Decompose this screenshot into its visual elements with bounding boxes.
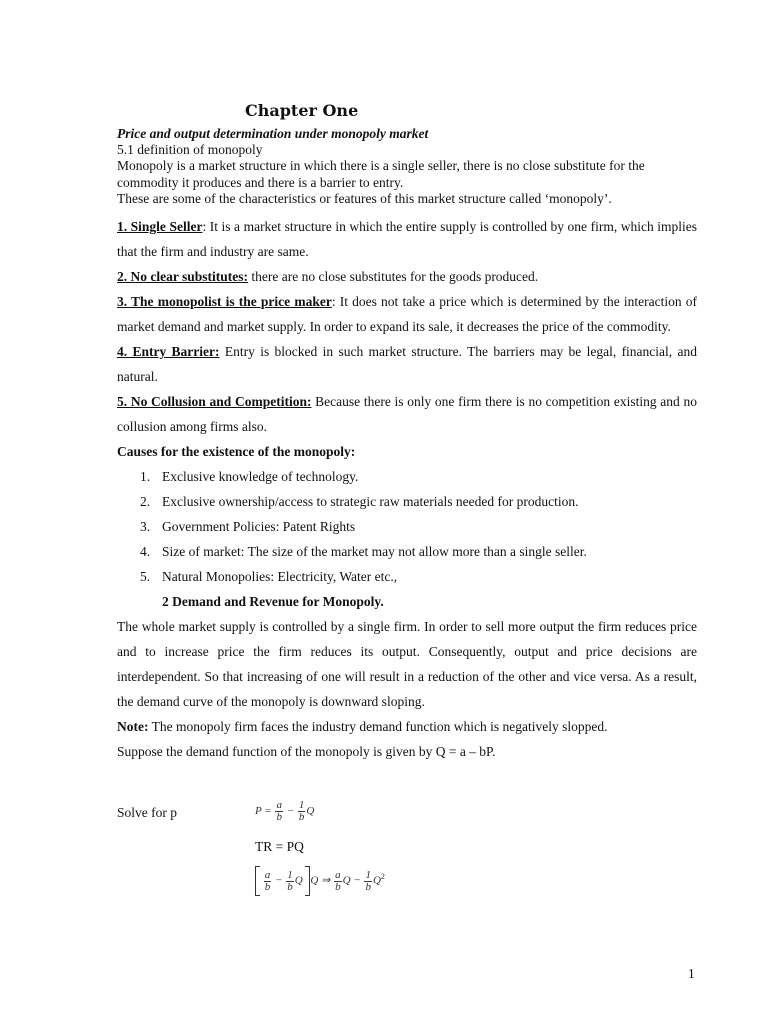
- fraction: $\frac{1}{b}$: [298, 799, 305, 823]
- feature-item: 3. The monopolist is the price maker: It does not take a price which is determined by the interaction of market demand and market supply. In order to expand its sale, it decreases the price of the commodity.: [117, 294, 697, 334]
- chapter-title: Chapter One: [245, 101, 359, 120]
- list-item: 2. Exclusive ownership/access to strategic raw materials needed for production.: [140, 494, 579, 509]
- note-label: Note:: [117, 719, 149, 734]
- feature-text: there are no close substitutes for the goods produced.: [248, 269, 539, 284]
- feature-text: It is a market structure in which the entire supply is controlled by one firm, which implies that the firm and industry are same.: [117, 219, 697, 259]
- solve-label: Solve for p: [117, 805, 177, 820]
- fraction: $\frac{1}{b}$: [365, 868, 371, 893]
- feature-item: [117, 339, 697, 389]
- fraction: $\frac{a}{b}$: [276, 799, 282, 823]
- causes-list: [117, 464, 697, 589]
- causes-heading: Causes for the existence of the monopoly:: [117, 444, 356, 459]
- list-item: 4. Size of market: The size of the market may not allow more than a single seller.: [140, 544, 587, 559]
- fraction: $\frac{a}{b}$: [335, 868, 341, 893]
- subtitle: Price and output determination under monopoly market: [117, 126, 429, 141]
- feature-text: It does not take a price which is determined by the interaction of market demand and market supply. In order to expand its sale, it decreases the price of the commodity.: [117, 294, 697, 334]
- fraction: $\frac{1}{b}$: [287, 868, 293, 893]
- page-number: 1: [688, 966, 695, 981]
- feature-item: [117, 264, 697, 289]
- section-heading: 5.1 definition of monopoly: [117, 142, 263, 157]
- demand-paragraph: The whole market supply is controlled by a single firm. In order to sell more output the firm reduces price and to increase price the firm reduces its output. Consequently, output and price decisions are interdependent. So that increasing of one will result in a reduction of the other and vice versa. As a result, the demand curve of the monopoly is downward sloping.: [117, 619, 697, 709]
- revenue-equation: $\frac{a}{b}$ − $\frac{1}{b}$ Q Q ⇒ $\frac{a}{b}$ Q − $\frac{1}{b}$ $Q^2$: [255, 866, 385, 896]
- price-equation: P = $\frac{a}{b}$ − $\frac{1}{b}$ Q: [255, 799, 315, 823]
- list-item: 1. Exclusive knowledge of technology.: [140, 469, 359, 484]
- list-item: 5. Natural Monopolies: Electricity, Water etc.,: [140, 569, 398, 584]
- demand-function: Suppose the demand function of the monopoly is given by Q = a – bP.: [117, 744, 496, 759]
- note-paragraph: [117, 714, 697, 739]
- math-block: [117, 800, 617, 910]
- feature-text: Entry is blocked in such market structure. The barriers may be legal, financial, and natural.: [117, 344, 697, 384]
- feature-label: 2. No clear substitutes:: [117, 269, 248, 284]
- demand-heading: 2 Demand and Revenue for Monopoly.: [162, 594, 384, 609]
- feature-label: 1. Single Seller: [117, 219, 203, 234]
- characteristics-intro: These are some of the characteristics or features of this market structure called ‘monopoly’.: [117, 190, 612, 206]
- feature-item: 1. Single Seller: It is a market structure in which the entire supply is controlled by one firm, which implies that the firm and industry are same.: [117, 219, 697, 259]
- feature-label: 4. Entry Barrier:: [117, 344, 220, 359]
- feature-item: [117, 389, 697, 439]
- feature-label: 3. The monopolist is the price maker: [117, 294, 332, 309]
- fraction: $\frac{a}{b}$: [264, 868, 271, 893]
- feature-text: Because there is only one firm there is no competition existing and no collusion among firms also.: [117, 394, 697, 434]
- tr-equation: TR = PQ: [255, 839, 304, 854]
- note-text: The monopoly firm faces the industry demand function which is negatively slopped.: [148, 719, 608, 734]
- definition-paragraph: Monopoly is a market structure in which there is a single seller, there is no close substitute for the commodity it produces and there is a barrier to entry.: [117, 158, 645, 190]
- list-item: 3. Government Policies: Patent Rights: [140, 519, 356, 534]
- body-block: [117, 214, 697, 764]
- left-bracket: [255, 866, 260, 896]
- feature-label: 5. No Collusion and Competition:: [117, 394, 312, 409]
- implies-icon: ⇒: [321, 874, 331, 887]
- intro-block: [117, 142, 701, 207]
